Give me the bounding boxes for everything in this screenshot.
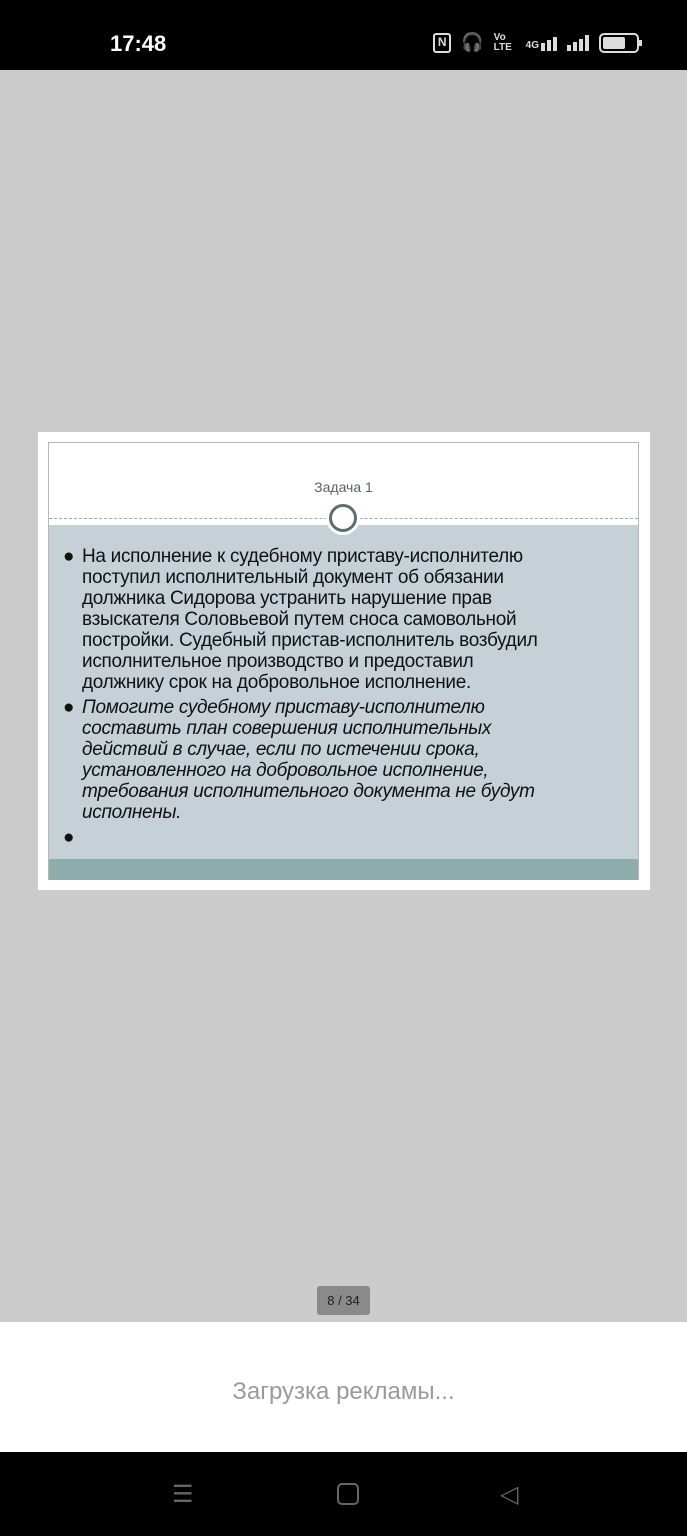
menu-icon[interactable]: ☰ xyxy=(172,1481,194,1508)
ad-banner[interactable]: Загрузка рекламы... xyxy=(0,1322,687,1452)
headphones-icon: 🎧 xyxy=(461,32,484,52)
4g-signal-icon xyxy=(526,35,557,51)
bullet-task xyxy=(63,697,535,823)
text-line: На исполнение к судебному приставу-исполнителю xyxy=(82,546,523,567)
text-line: исполнительное производство и предоставил xyxy=(82,651,474,672)
slide-footer-band xyxy=(49,859,638,880)
circle-ornament-icon xyxy=(326,501,360,535)
text-line: установленного на добровольное исполнение, xyxy=(82,760,489,781)
slide-page xyxy=(38,432,650,890)
text-line: Помогите судебному приставу-исполнителю xyxy=(82,697,485,718)
text-line: должника Сидорова устранить нарушение прав xyxy=(82,588,492,609)
text-line: постройки. Судебный пристав-исполнитель возбудил xyxy=(82,630,538,651)
bullet-icon: ● xyxy=(63,827,75,848)
network-type: 4G xyxy=(525,39,539,51)
home-icon[interactable] xyxy=(337,1483,359,1505)
status-bar xyxy=(0,0,687,70)
bullet-case xyxy=(63,546,538,693)
slide-title: Задача 1 xyxy=(314,479,373,495)
text-line: требования исполнительного документа не будут xyxy=(82,781,535,802)
bullet-icon: ● xyxy=(63,697,75,718)
bullet-icon: ● xyxy=(63,546,75,567)
slide-body xyxy=(49,525,638,859)
text-line: должнику срок на добровольное исполнение. xyxy=(82,672,471,693)
battery-icon xyxy=(599,33,639,53)
page-indicator: 8 / 34 xyxy=(317,1286,370,1315)
volte-icon: Vo LTE xyxy=(493,31,512,53)
text-line: поступил исполнительный документ об обязании xyxy=(82,567,504,588)
text-line: составить план совершения исполнительных xyxy=(82,718,492,739)
text-line: взыскателя Соловьевой путем сноса самовольной xyxy=(82,609,517,630)
text-line: действий в случае, если по истечении срока, xyxy=(82,739,480,760)
nfc-icon: N xyxy=(433,33,451,53)
text-line: исполнены. xyxy=(82,802,182,823)
clock: 17:48 xyxy=(110,31,167,56)
navigation-bar xyxy=(0,1452,687,1536)
signal-icon xyxy=(567,35,589,51)
back-icon[interactable]: ◁ xyxy=(500,1481,519,1508)
